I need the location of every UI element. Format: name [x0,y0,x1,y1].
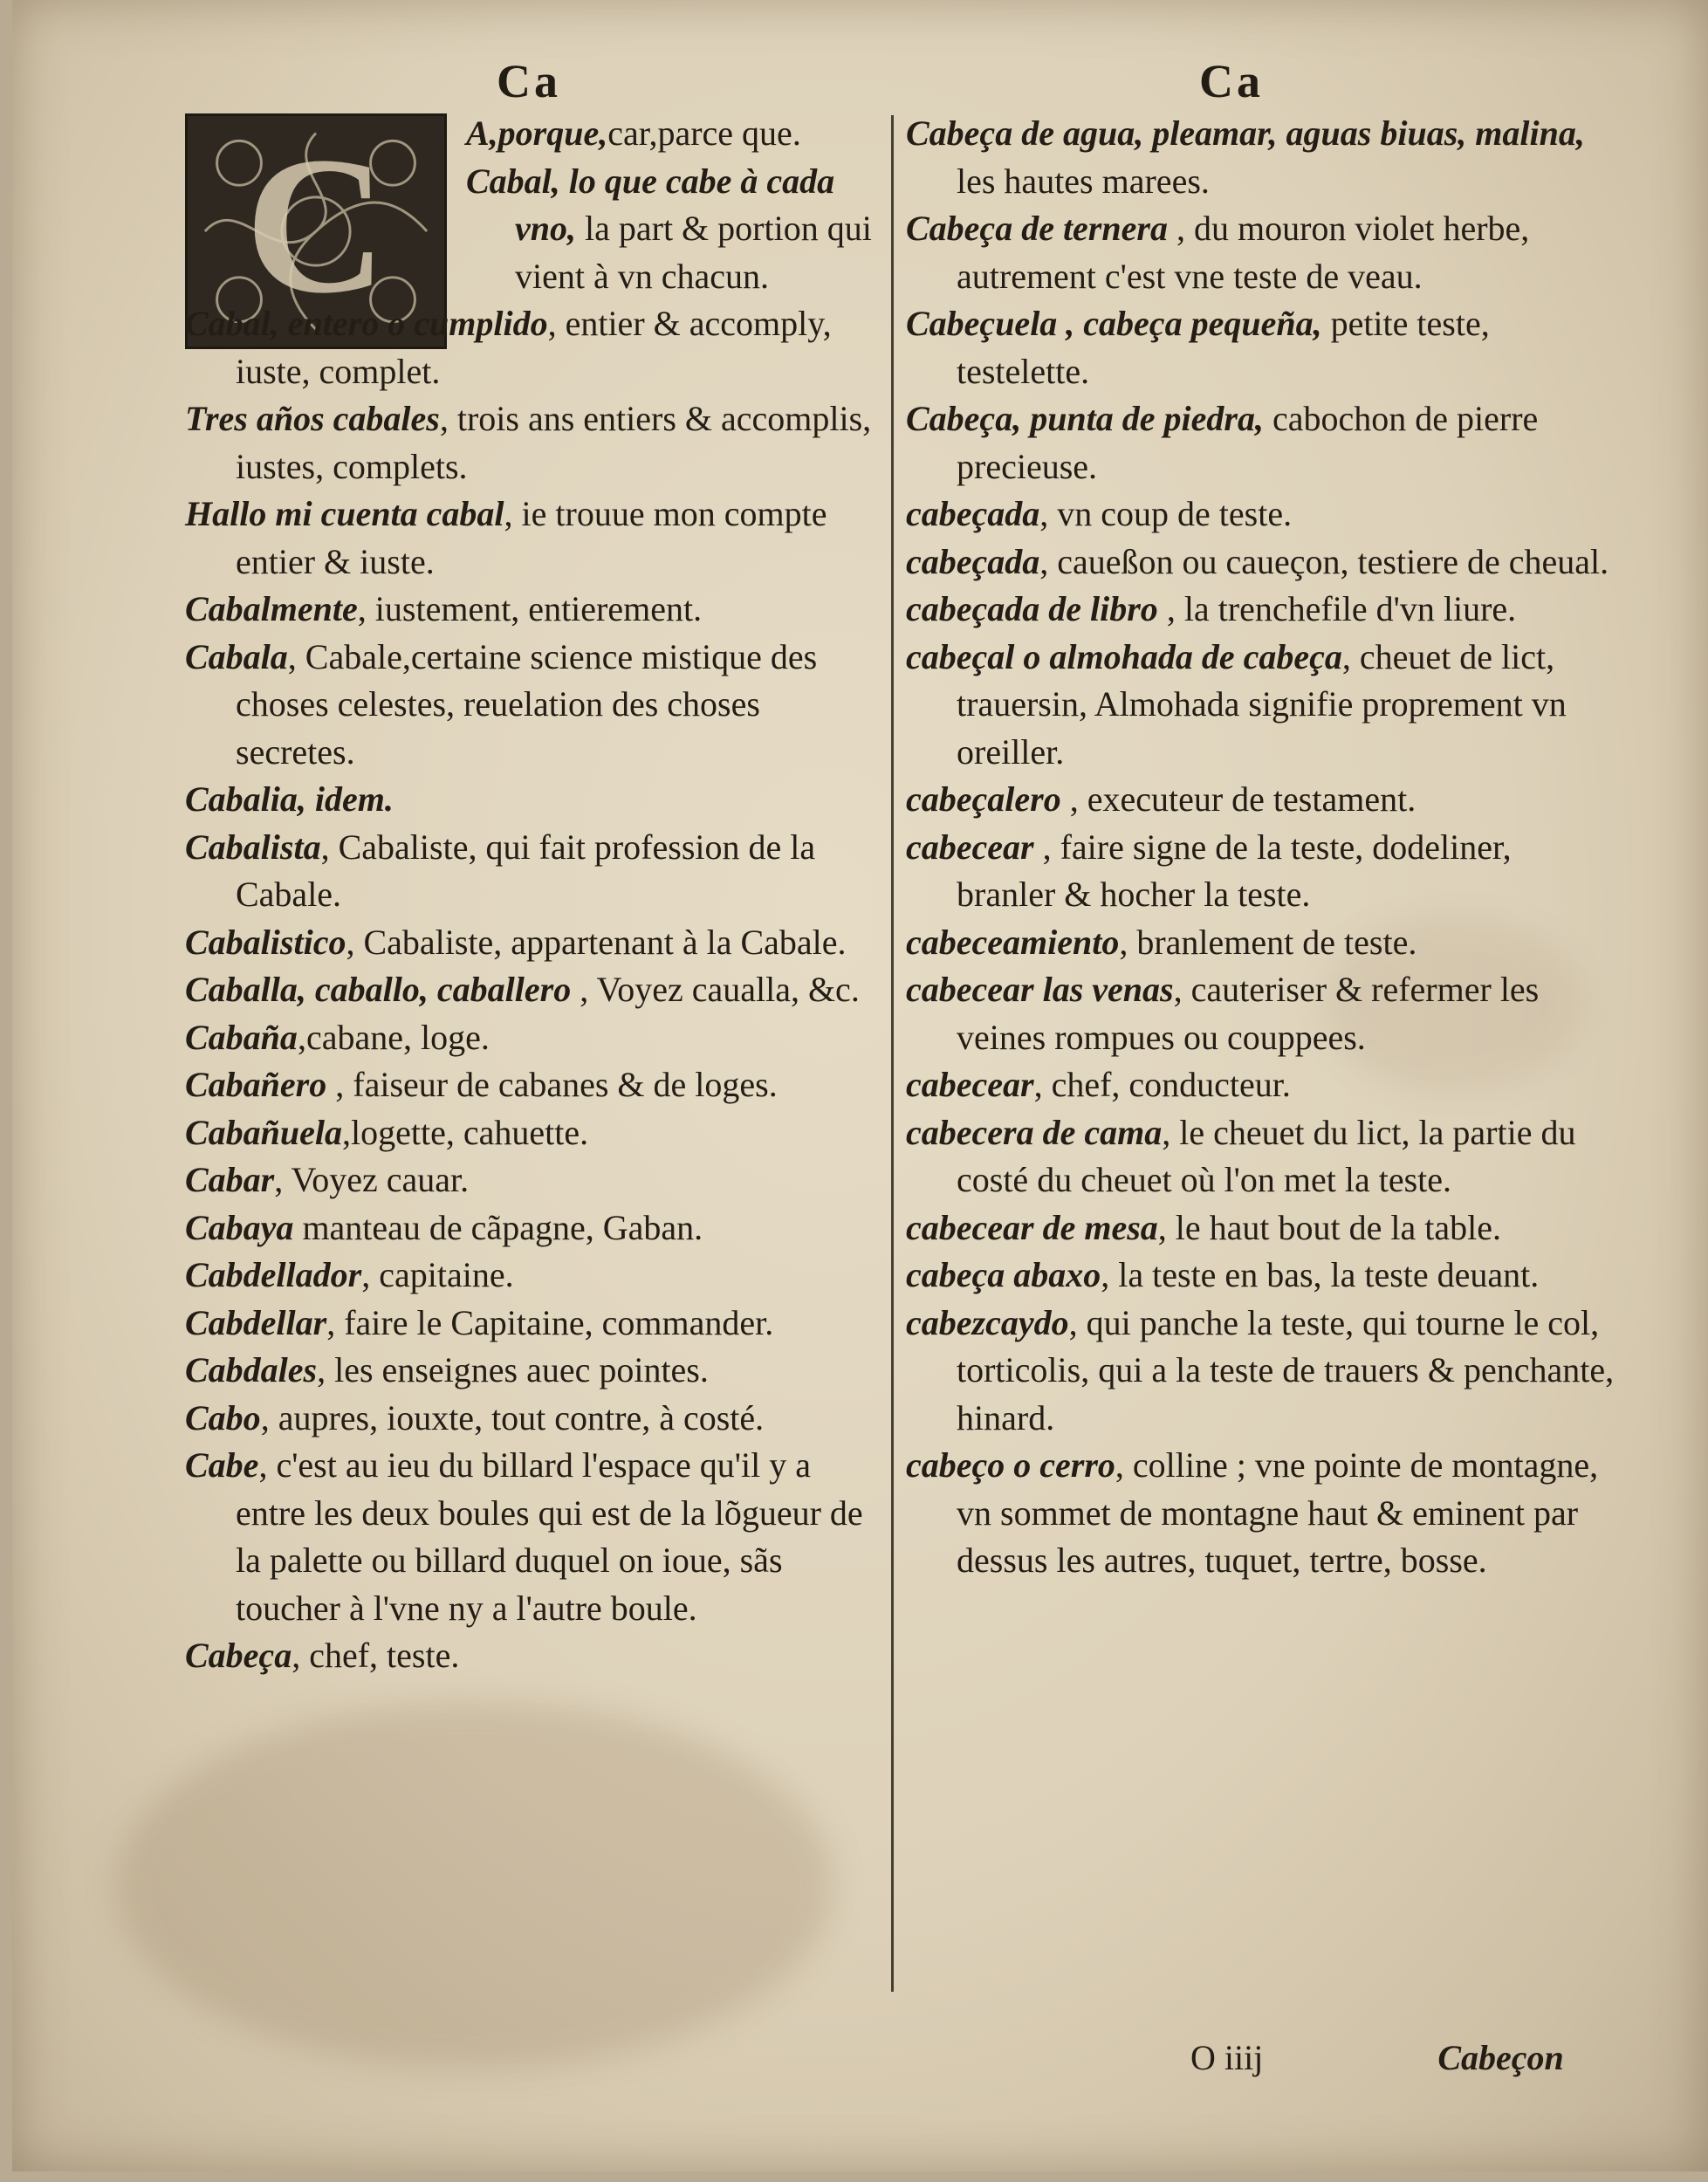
entry-definition: , le cheuet du lict, la partie du costé du cheuet où l'on met la teste. [957,1112,1576,1199]
entry-headword: Cabal, lo que cabe à cada vno, [466,161,835,248]
entry-definition: , la teste en bas, la teste deuant. [1101,1255,1540,1294]
entry-headword: cabeçada [906,494,1040,533]
paper-stain [117,1702,833,2069]
entry-definition: , faire le Capitaine, commander. [326,1302,774,1342]
entry-headword: cabezcaydo [906,1302,1069,1342]
entry-definition: , caueßon ou caueçon, testiere de cheual. [1039,541,1609,581]
entry-headword: cabeçada [906,541,1040,581]
dictionary-entry [906,1300,1617,1443]
entry-headword: Tres años cabales [185,399,440,438]
entry-headword: Cabañero [185,1065,327,1104]
dictionary-entry [185,300,883,395]
dictionary-entry [906,824,1617,919]
dictionary-entry [466,110,883,158]
entry-headword: Cabdellar [185,1302,327,1342]
entry-definition: , du mouron violet herbe, autrement c'est vne teste de veau. [957,209,1530,296]
entry-headword: Caballa, caballo, caballero [185,970,572,1009]
dictionary-entry [185,1347,883,1395]
dictionary-entry [906,539,1617,587]
entry-headword: Cabeça de agua, pleamar, aguas biuas, malina, [906,113,1585,153]
entry-headword: cabeceamiento [906,922,1120,962]
dictionary-entry [906,966,1617,1061]
dictionary-entry [185,1204,883,1252]
dictionary-entry [906,1061,1617,1109]
entry-headword: Cabdellador [185,1255,362,1294]
entry-headword: Cabal, entero o cumplido [185,304,548,343]
entry-definition: , la trenchefile d'vn liure. [1157,589,1517,628]
entry-definition: , chef, teste. [292,1636,460,1675]
entry-headword: cabeçalero [906,779,1061,819]
entry-headword: Cabeçuela , cabeça pequeña, [906,304,1322,343]
entry-definition: , chef, conducteur. [1033,1065,1291,1104]
dictionary-entry [906,300,1617,395]
dictionary-entry [185,1252,883,1300]
entry-definition: , Cabaliste, appartenant à la Cabale. [346,922,847,962]
entry-definition: cabochon de pierre precieuse. [957,399,1539,486]
entry-definition: , les enseignes auec pointes. [317,1350,709,1389]
dictionary-entry [906,586,1617,634]
entry-headword: cabecear las venas [906,970,1174,1009]
entry-headword: Cabalia, idem. [185,779,394,819]
book-page [12,0,1708,2172]
entry-definition: ,logette, cahuette. [342,1112,589,1152]
entry-definition: les hautes marees. [957,161,1210,201]
entry-definition: ,cabane, loge. [297,1017,490,1057]
entry-headword: Cabañuela [185,1112,343,1152]
dictionary-entry [906,1109,1617,1204]
dictionary-entry [906,919,1617,967]
entry-definition: , branlement de teste. [1119,922,1417,962]
dictionary-entry [185,1061,883,1109]
entry-definition: , capitaine. [361,1255,514,1294]
entry-headword: cabeça abaxo [906,1255,1101,1294]
entry-definition: petite teste, testelette. [957,304,1490,391]
dictionary-entry [185,395,883,491]
dictionary-entry [185,824,883,919]
entry-headword: Cabeça [185,1636,292,1675]
entry-definition: , Cabaliste, qui fait profession de la Cabale. [236,827,816,914]
entry-definition: , qui panche la teste, qui tourne le col, torticolis, qui a la teste de trauers & penchante, hinard. [957,1302,1615,1438]
dictionary-entry [906,205,1617,300]
entry-headword: Cabo [185,1397,261,1438]
entry-headword: cabecear [906,1065,1034,1104]
entry-definition: , cheuet de lict, trauersin, Almohada signifie proprement vn oreiller. [957,636,1567,772]
entry-definition: car,parce que. [607,113,801,153]
entry-headword: Cabar [185,1160,275,1199]
entry-definition: , executeur de testament. [1060,779,1416,819]
dictionary-entry [906,1442,1617,1585]
entry-definition: , vn coup de teste. [1039,494,1293,533]
entry-definition: , iustement, entierement. [357,589,703,628]
running-head-left: Ca [497,55,561,107]
right-column [906,110,1617,1585]
entry-definition: , Voyez caualla, &c. [571,970,860,1009]
dictionary-entry [185,1014,883,1062]
signature-mark: O iiij [1190,2038,1264,2077]
dictionary-entry [185,634,883,777]
entry-definition: manteau de cãpagne, Gaban. [293,1207,703,1247]
entry-definition: , cauteriser & refermer les veines rompues ou couppees. [957,970,1540,1057]
entry-headword: Cabeça, punta de piedra, [906,399,1264,438]
entry-definition: , faiseur de cabanes & de loges. [326,1065,778,1104]
entry-headword: Cabeça de ternera [906,209,1168,248]
dictionary-entry [185,1156,883,1204]
dictionary-entry [185,1632,883,1680]
dictionary-entry [906,395,1617,491]
entry-definition: , c'est au ieu du billard l'espace qu'il y a entre les deux boules qui est de la lõgueur de la palette ou billard duquel on ioue, sãs toucher à l'vne ny a l'autre boule. [236,1445,863,1628]
running-head-right: Ca [1199,55,1264,107]
dictionary-entry [906,110,1617,205]
dictionary-entry [185,1395,883,1443]
entry-headword: cabeçada de libro [906,589,1158,628]
dictionary-entry [185,586,883,634]
entry-headword: A,porque, [466,113,608,153]
dictionary-entry [906,1204,1617,1252]
entry-headword: Cabe [185,1445,259,1485]
entry-headword: Cabala [185,636,288,676]
dictionary-entry [185,919,883,967]
entry-definition: , entier & accomply, iuste, complet. [236,304,832,391]
dictionary-entry [185,491,883,586]
drop-cap-letter: C [244,116,388,334]
entry-headword: cabeçal o almohada de cabeça [906,636,1342,676]
entry-definition: , Voyez cauar. [274,1160,470,1199]
entry-definition: , trois ans entiers & accomplis, iustes, complets. [236,399,872,486]
entry-definition: , aupres, iouxte, tout contre, à costé. [260,1397,765,1438]
dictionary-entry [185,966,883,1014]
entry-headword: cabecera de cama [906,1112,1163,1152]
catchword: Cabeçon [1437,2038,1564,2077]
left-column [185,110,883,1680]
dictionary-entry [906,491,1617,539]
dictionary-entry [185,1300,883,1348]
column-divider [891,115,894,1992]
entry-definition: , ie trouue mon compte entier & iuste. [236,494,827,581]
entry-definition: , colline ; vne pointe de montagne, vn sommet de montagne haut & eminent par dessus les autres, tuquet, tertre, bosse. [957,1445,1599,1580]
dictionary-entry [906,634,1617,777]
entry-definition: , le haut bout de la table. [1157,1207,1501,1247]
entry-headword: Cabalmente [185,589,358,628]
page-footer [1182,2037,1564,2078]
entry-definition: la part & portion qui vient à vn chacun. [515,209,872,296]
entry-headword: Cabdales [185,1350,318,1389]
entry-definition: , faire signe de la teste, dodeliner, branler & hocher la teste. [957,827,1512,914]
dictionary-entry [185,776,883,824]
entry-definition: , Cabale,certaine science mistique des choses celestes, reuelation des choses secretes. [236,636,818,772]
entry-headword: Cabalista [185,827,321,867]
dictionary-entry [185,1442,883,1632]
dictionary-entry [466,158,883,301]
dictionary-entry [185,1109,883,1157]
entry-headword: Cabaya [185,1207,294,1247]
entry-headword: Cabaña [185,1017,298,1057]
entry-headword: cabecear de mesa [906,1207,1158,1247]
dictionary-entry [906,776,1617,824]
dictionary-entry [906,1252,1617,1300]
entry-headword: Hallo mi cuenta cabal [185,494,504,533]
entry-headword: cabeço o cerro [906,1445,1115,1485]
entry-headword: cabecear [906,827,1034,867]
entry-headword: Cabalistico [185,922,346,962]
